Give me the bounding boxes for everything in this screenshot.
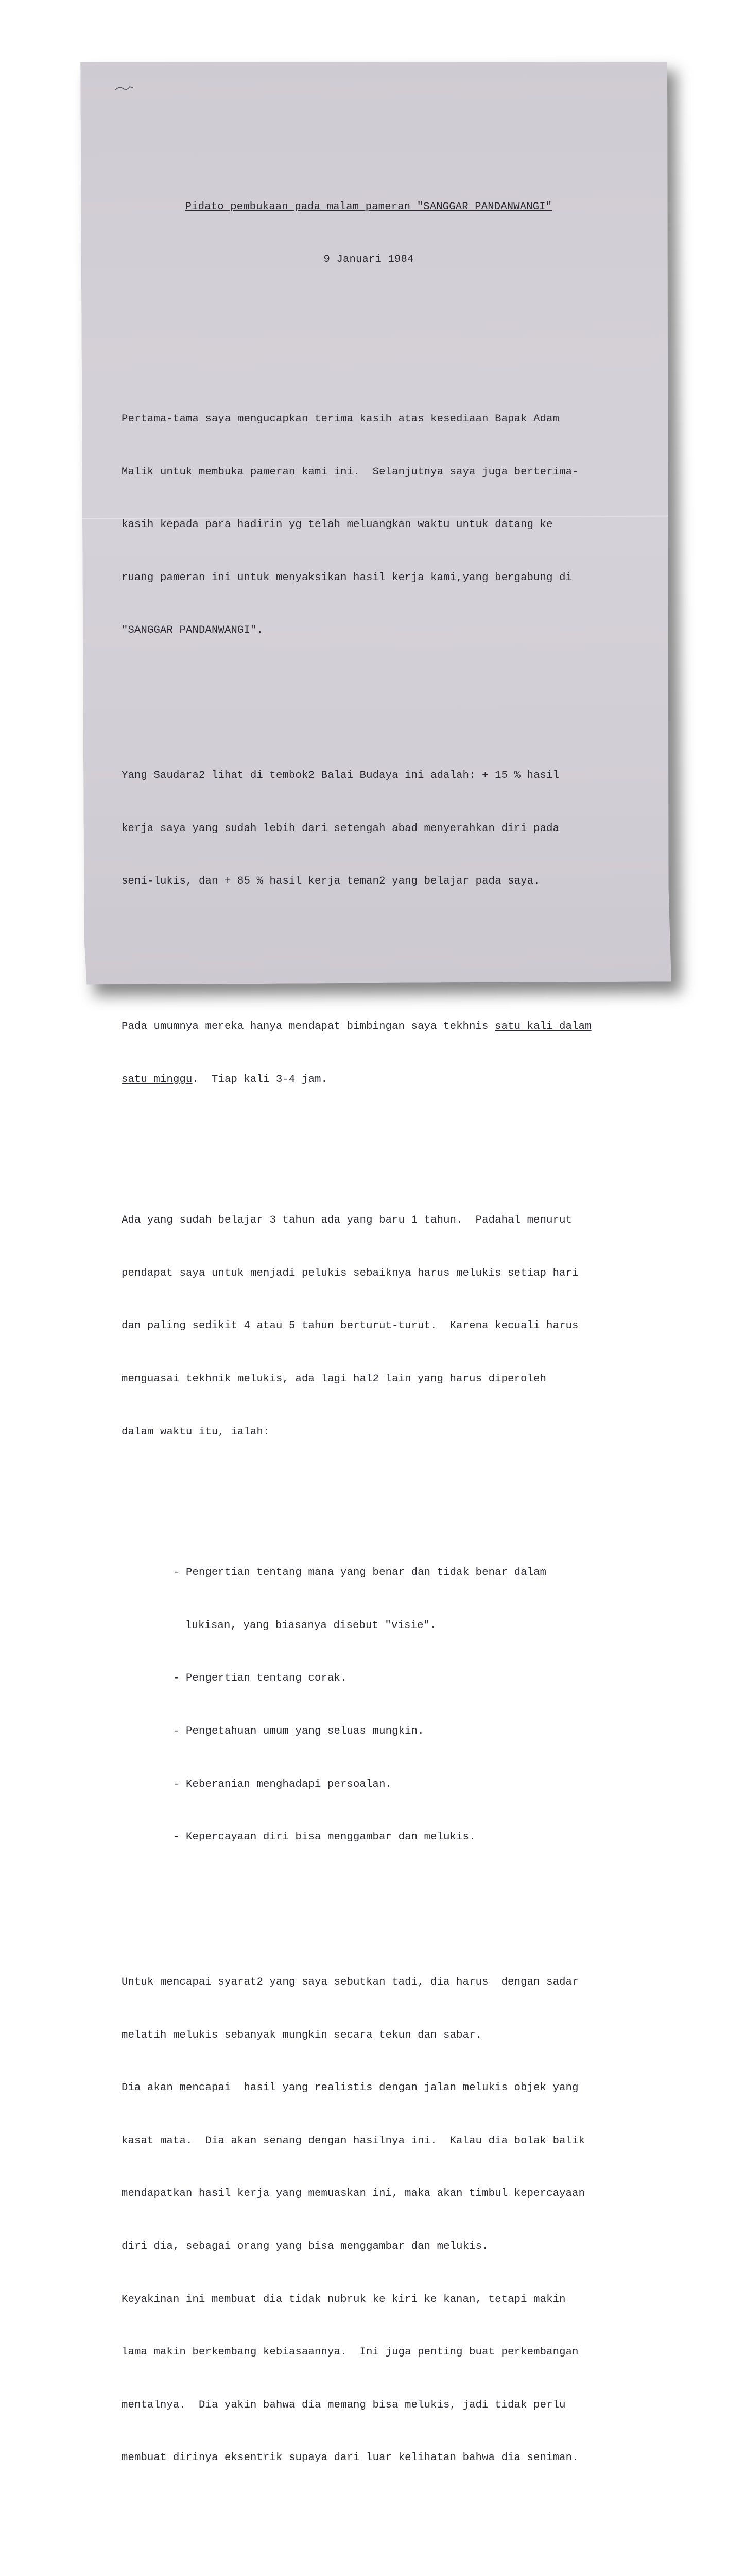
paragraph-5 <box>122 1939 657 2503</box>
text-line: dan paling sedikit 4 atau 5 tahun berturut-turut. Karena kecuali harus <box>122 1320 579 1332</box>
list-item: - Pengertian tentang mana yang benar dan tidak benar dalam <box>173 1567 547 1579</box>
text-line: pendapat saya untuk menjadi pelukis sebaiknya harus melukis setiap hari <box>122 1267 579 1279</box>
document-body <box>122 128 657 2576</box>
title-block <box>101 163 636 304</box>
text-line <box>122 1018 657 1036</box>
text-line: melatih melukis sebanyak mungkin secara tekun dan sabar. <box>122 2029 482 2041</box>
text-line: kerja saya yang sudah lebih dari setengah abad menyerahkan diri pada <box>122 822 560 835</box>
text-line: kasih kepada para hadirin yg telah meluangkan waktu untuk datang ke <box>122 519 553 531</box>
text-line: diri dia, sebagai orang yang bisa menggambar dan melukis. <box>122 2240 489 2252</box>
text-line: "SANGGAR PANDANWANGI". <box>122 624 264 637</box>
text-line: lama makin berkembang kebiasaannya. Ini juga penting buat perkembangan <box>122 2346 579 2359</box>
text-line: Yang Saudara2 lihat di tembok2 Balai Budaya ini adalah: + 15 % hasil <box>122 770 560 782</box>
text-line <box>122 1071 657 1089</box>
text-line: mendapatkan hasil kerja yang memuaskan ini, maka akan timbul kepercayaan <box>122 2188 585 2200</box>
pen-mark-icon <box>114 83 135 92</box>
text-line: Pertama-tama saya mengucapkan terima kasih atas kesediaan Bapak Adam <box>122 413 560 426</box>
text-line: Ada yang sudah belajar 3 tahun ada yang baru 1 tahun. Padahal menurut <box>122 1214 573 1227</box>
document-date: 9 Januari 1984 <box>323 253 414 266</box>
paragraph-2 <box>122 732 657 926</box>
underlined-text: satu kali dalam <box>495 1020 592 1032</box>
list-item: - Kepercayaan diri bisa menggambar dan melukis. <box>173 1831 476 1843</box>
list-item: - Keberanian menghadapi persoalan. <box>173 1778 392 1790</box>
bullet-list <box>122 1529 657 1882</box>
text-line: seni-lukis, dan + 85 % hasil kerja teman2 yang belajar pada saya. <box>122 875 540 888</box>
text-line: menguasai tekhnik melukis, ada lagi hal2 lain yang harus diperoleh <box>122 1373 547 1385</box>
text-segment: . Tiap kali 3-4 jam. <box>192 1073 328 1086</box>
text-line: mentalnya. Dia yakin bahwa dia memang bisa melukis, jadi tidak perlu <box>122 2399 566 2411</box>
text-line: membuat dirinya eksentrik supaya dari luar kelihatan bahwa dia seniman. <box>122 2452 579 2464</box>
list-item-continuation: lukisan, yang biasanya disebut "visie". <box>185 1619 437 1632</box>
text-line: ruang pameran ini untuk menyaksikan hasil kerja kami,yang bergabung di <box>122 571 573 584</box>
document-title: Pidato pembukaan pada malam pameran "SANGGAR PANDANWANGI" <box>185 200 552 213</box>
text-line: kasat mata. Dia akan senang dengan hasilnya ini. Kalau dia bolak balik <box>122 2134 585 2147</box>
paragraph-3 <box>122 983 657 1124</box>
text-segment: Pada umumnya mereka hanya mendapat bimbingan saya tekhnis <box>122 1020 495 1032</box>
underlined-text: satu minggu <box>122 1073 193 1086</box>
paragraph-1 <box>122 376 657 675</box>
paragraph-6 <box>122 2560 657 2576</box>
text-line: Dia akan mencapai hasil yang realistis dengan jalan melukis objek yang <box>122 2082 579 2094</box>
text-line: dalam waktu itu, ialah: <box>122 1426 270 1438</box>
text-line: Malik untuk membuka pameran kami ini. Selanjutnya saya juga berterima- <box>122 466 579 478</box>
text-line: Keyakinan ini membuat dia tidak nubruk ke kiri ke kanan, tetapi makin <box>122 2293 566 2306</box>
list-item: - Pengertian tentang corak. <box>173 1672 347 1685</box>
list-item: - Pengetahuan umum yang seluas mungkin. <box>173 1725 424 1738</box>
text-line: Untuk mencapai syarat2 yang saya sebutkan tadi, dia harus dengan sadar <box>122 1976 579 1988</box>
paragraph-4 <box>122 1177 657 1476</box>
